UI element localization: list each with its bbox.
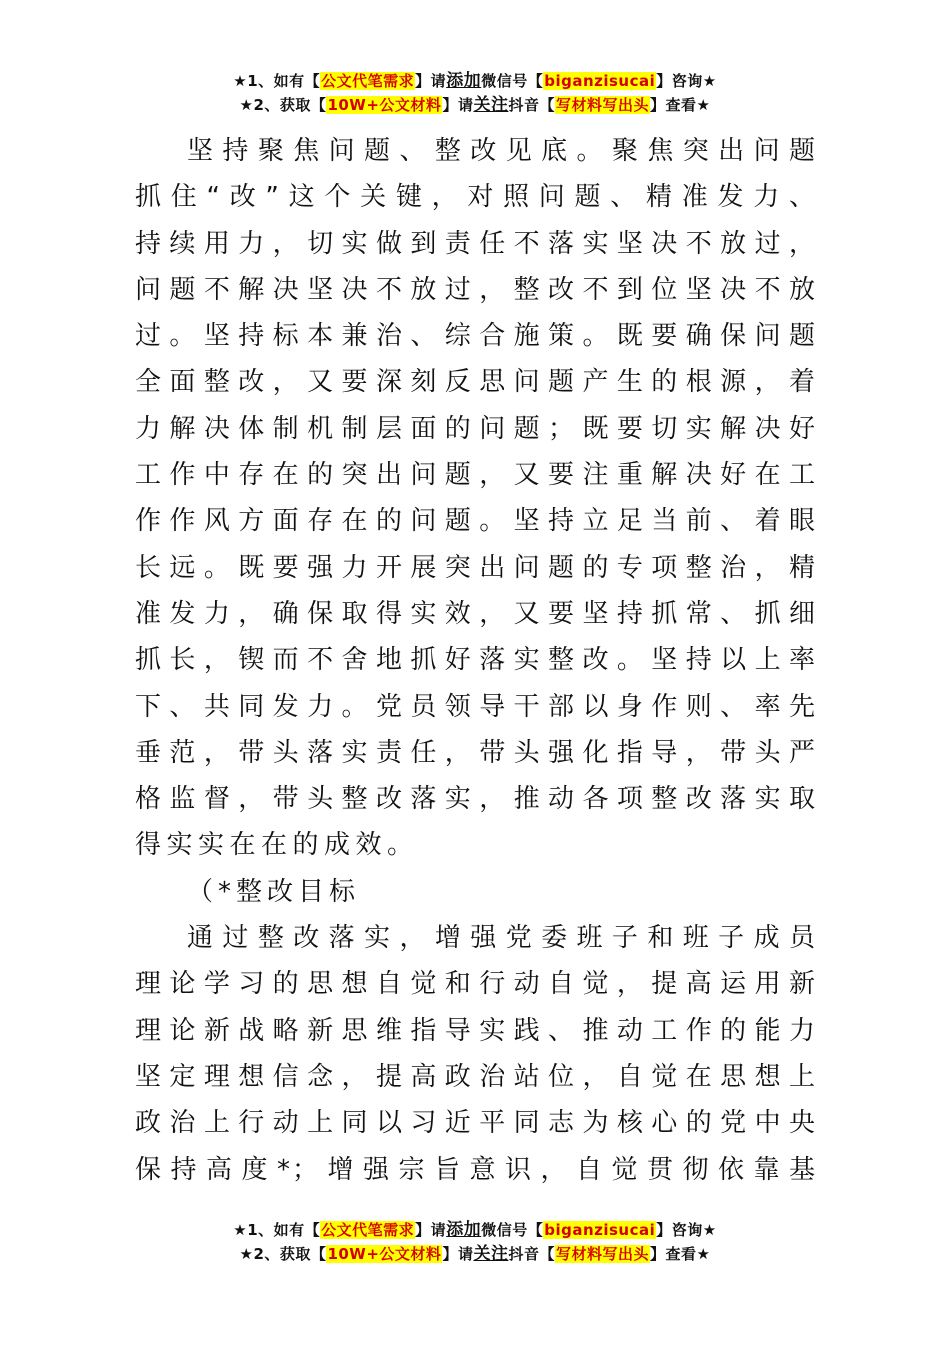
highlight-douyin: 写材料写出头 [555,96,649,114]
emphasis-add: 添加 [446,1220,482,1240]
promo-text: 】请 [442,1245,474,1263]
highlight-douyin: 写材料写出头 [555,1245,649,1263]
highlight-service: 公文代笔需求 [321,72,415,90]
body-line: 垂范，带头落实责任，带头强化指导，带头严 [135,737,817,768]
promo-text: 】咨询★ [656,1221,717,1239]
body-line: 作作风方面存在的问题。坚持立足当前、着眼 [135,506,817,537]
body-line: 理论新战略新思维指导实践、推动工作的能力 [135,1015,817,1046]
promo-text: 】请 [415,72,447,90]
promo-line-1 [0,69,950,93]
emphasis-follow: 关注 [473,1244,509,1264]
body-line: 准发力，确保取得实效，又要坚持抓常、抓细 [135,598,817,629]
body-line: 力解决体制机制层面的问题；既要切实解决好 [135,413,817,444]
body-line: 工作中存在的突出问题，又要注重解决好在工 [135,460,817,491]
promo-text: 】查看★ [649,1245,711,1263]
highlight-wechat-id: biganzisucai [544,72,656,90]
body-line: 格监督，带头整改落实，推动各项整改落实取 [135,784,817,815]
highlight-materials: 10W+公文材料 [327,96,442,114]
promo-banner-bottom [0,1218,950,1266]
promo-text: 】咨询★ [656,72,717,90]
body-line: 全面整改，又要深刻反思问题产生的根源，着 [135,367,817,398]
promo-text: 】查看★ [649,96,711,114]
promo-line-2 [0,93,950,117]
body-line: 坚定理想信念，提高政治站位，自觉在思想上 [135,1061,817,1092]
body-line: 政治上行动上同以习近平同志为核心的党中央 [135,1108,817,1139]
body-line: 得实实在在的成效。 [135,830,419,861]
body-line: 理论学习的思想自觉和行动自觉，提高运用新 [135,969,817,1000]
promo-text: ★1、如有【 [233,72,321,90]
promo-text: 】请 [442,96,474,114]
promo-line-2 [0,1242,950,1266]
promo-text: 微信号【 [481,1221,544,1239]
body-line: 长远。既要强力开展突出问题的专项整治，精 [135,552,817,583]
highlight-service: 公文代笔需求 [321,1221,415,1239]
body-line: 抓长，锲而不舍地抓好落实整改。坚持以上率 [135,645,817,676]
emphasis-add: 添加 [446,71,482,91]
promo-line-1 [0,1218,950,1242]
section-heading: （*整改目标 [187,876,361,907]
body-line: 通过整改落实，增强党委班子和班子成员 [187,923,817,954]
promo-text: 抖音【 [508,96,555,114]
promo-text: 】请 [415,1221,447,1239]
body-line: 坚持聚焦问题、整改见底。聚焦突出问题 [187,136,817,166]
highlight-materials: 10W+公文材料 [327,1245,442,1263]
emphasis-follow: 关注 [473,95,509,115]
promo-banner-top [0,69,950,117]
document-body [135,128,817,1193]
promo-text: ★2、获取【 [239,1245,327,1263]
body-line: 抓住“改”这个关键，对照问题、精准发力、 [135,182,817,213]
promo-text: 抖音【 [508,1245,555,1263]
body-line: 保持高度*；增强宗旨意识，自觉贯彻依靠基 [135,1154,817,1185]
body-line: 问题不解决坚决不放过，整改不到位坚决不放 [135,274,817,305]
promo-text: 微信号【 [481,72,544,90]
body-line: 下、共同发力。党员领导干部以身作则、率先 [135,691,817,722]
body-line: 持续用力，切实做到责任不落实坚决不放过， [135,228,817,259]
promo-text: ★2、获取【 [239,96,327,114]
highlight-wechat-id: biganzisucai [544,1221,656,1239]
body-line: 过。坚持标本兼治、综合施策。既要确保问题 [135,321,817,352]
promo-text: ★1、如有【 [233,1221,321,1239]
